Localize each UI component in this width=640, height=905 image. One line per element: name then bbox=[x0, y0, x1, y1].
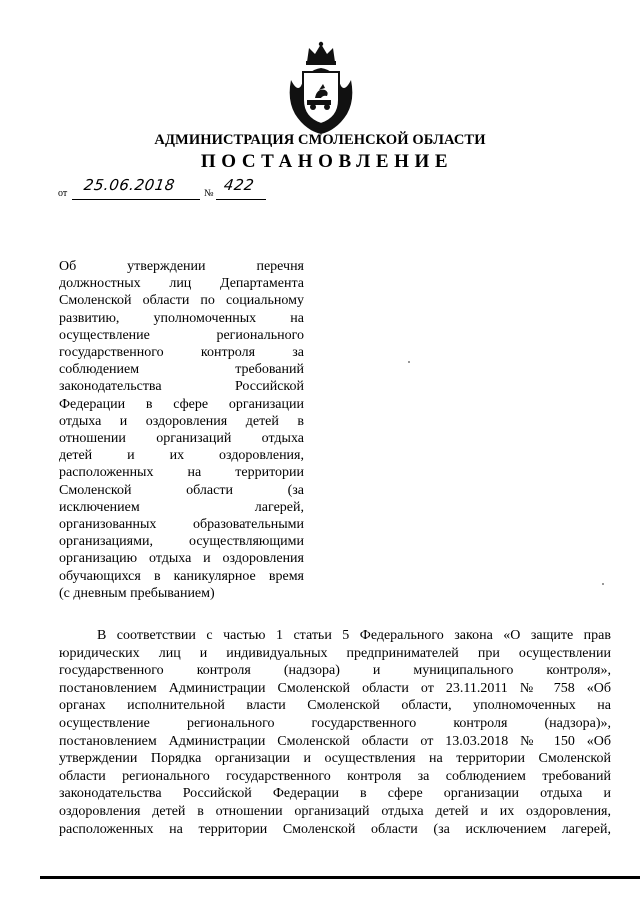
subject-line: отношении организаций отдыха bbox=[59, 431, 304, 447]
body-line: В соответствии с частью 1 статьи 5 Федерального закона «О защите прав bbox=[97, 628, 611, 643]
body-paragraph bbox=[59, 627, 611, 838]
subject-line: обучающихся в каникулярное время bbox=[59, 568, 304, 584]
date-label: от bbox=[58, 188, 68, 199]
subject-line: организацию отдыха и оздоровления bbox=[59, 551, 304, 567]
body-line: оздоровления детей в отношении организаций отдыха детей и их оздоровления, bbox=[59, 803, 611, 819]
subject-line: должностных лиц Департамента bbox=[59, 276, 304, 292]
scan-speck bbox=[602, 583, 604, 585]
subject-line: отдыха и оздоровления детей в bbox=[59, 413, 304, 429]
number-label: № bbox=[204, 188, 214, 199]
subject-line: (с дневным пребыванием) bbox=[59, 585, 215, 601]
subject-line: детей и их оздоровления, bbox=[59, 448, 304, 464]
body-line: юридических лиц и индивидуальных предпринимателей при осуществлении bbox=[59, 645, 611, 661]
body-line: утверждении Порядка организации и осуществления на территории Смоленской bbox=[59, 751, 611, 767]
subject-line: развитию, уполномоченных на bbox=[59, 310, 304, 326]
number-underline bbox=[216, 199, 266, 200]
coat-of-arms bbox=[283, 40, 359, 136]
date-underline bbox=[72, 199, 200, 200]
body-line: области регионального государственного контроля за соблюдением требований bbox=[59, 768, 611, 784]
body-line: государственного контроля (надзора) и муниципального контроля», bbox=[59, 663, 611, 679]
subject-line: расположенных на территории bbox=[59, 465, 304, 481]
subject-line: соблюдением требований bbox=[59, 362, 304, 378]
organization-title: АДМИНИСТРАЦИЯ СМОЛЕНСКОЙ ОБЛАСТИ bbox=[154, 132, 486, 148]
body-line: законодательства Российской Федерации в сфере организации отдыха и bbox=[59, 786, 611, 802]
subject-line: Смоленской области по социальному bbox=[59, 293, 304, 309]
scan-speck bbox=[408, 361, 410, 363]
number-value: 422 bbox=[222, 176, 256, 194]
subject-line: организованных образовательными bbox=[59, 517, 304, 533]
body-line: постановлением Администрации Смоленской области от 23.11.2011 № 758 «Об bbox=[59, 680, 611, 696]
document-subject bbox=[59, 258, 304, 602]
subject-line: законодательства Российской bbox=[59, 379, 304, 395]
document-meta bbox=[58, 176, 298, 202]
coat-of-arms-icon bbox=[283, 40, 359, 136]
subject-line: Федерации в сфере организации bbox=[59, 396, 304, 412]
body-line: органах исполнительной власти Смоленской области, уполномоченных на bbox=[59, 698, 611, 714]
subject-line: организациями, осуществляющими bbox=[59, 534, 304, 550]
document-type: ПОСТАНОВЛЕНИЕ bbox=[200, 151, 454, 172]
body-line: осуществление регионального государственного контроля (надзора)», bbox=[59, 715, 611, 731]
subject-line: Смоленской области (за bbox=[59, 482, 304, 498]
body-line: постановлением Администрации Смоленской области от 13.03.2018 № 150 «Об bbox=[59, 733, 611, 749]
body-line: расположенных на территории Смоленской области (за исключением лагерей, bbox=[59, 821, 611, 837]
subject-line: Об утверждении перечня bbox=[59, 259, 304, 274]
subject-line: осуществление регионального bbox=[59, 327, 304, 343]
subject-line: исключением лагерей, bbox=[59, 499, 304, 515]
date-value: 25.06.2018 bbox=[82, 176, 177, 194]
subject-line: государственного контроля за bbox=[59, 345, 304, 361]
scan-edge-bar bbox=[40, 876, 640, 879]
